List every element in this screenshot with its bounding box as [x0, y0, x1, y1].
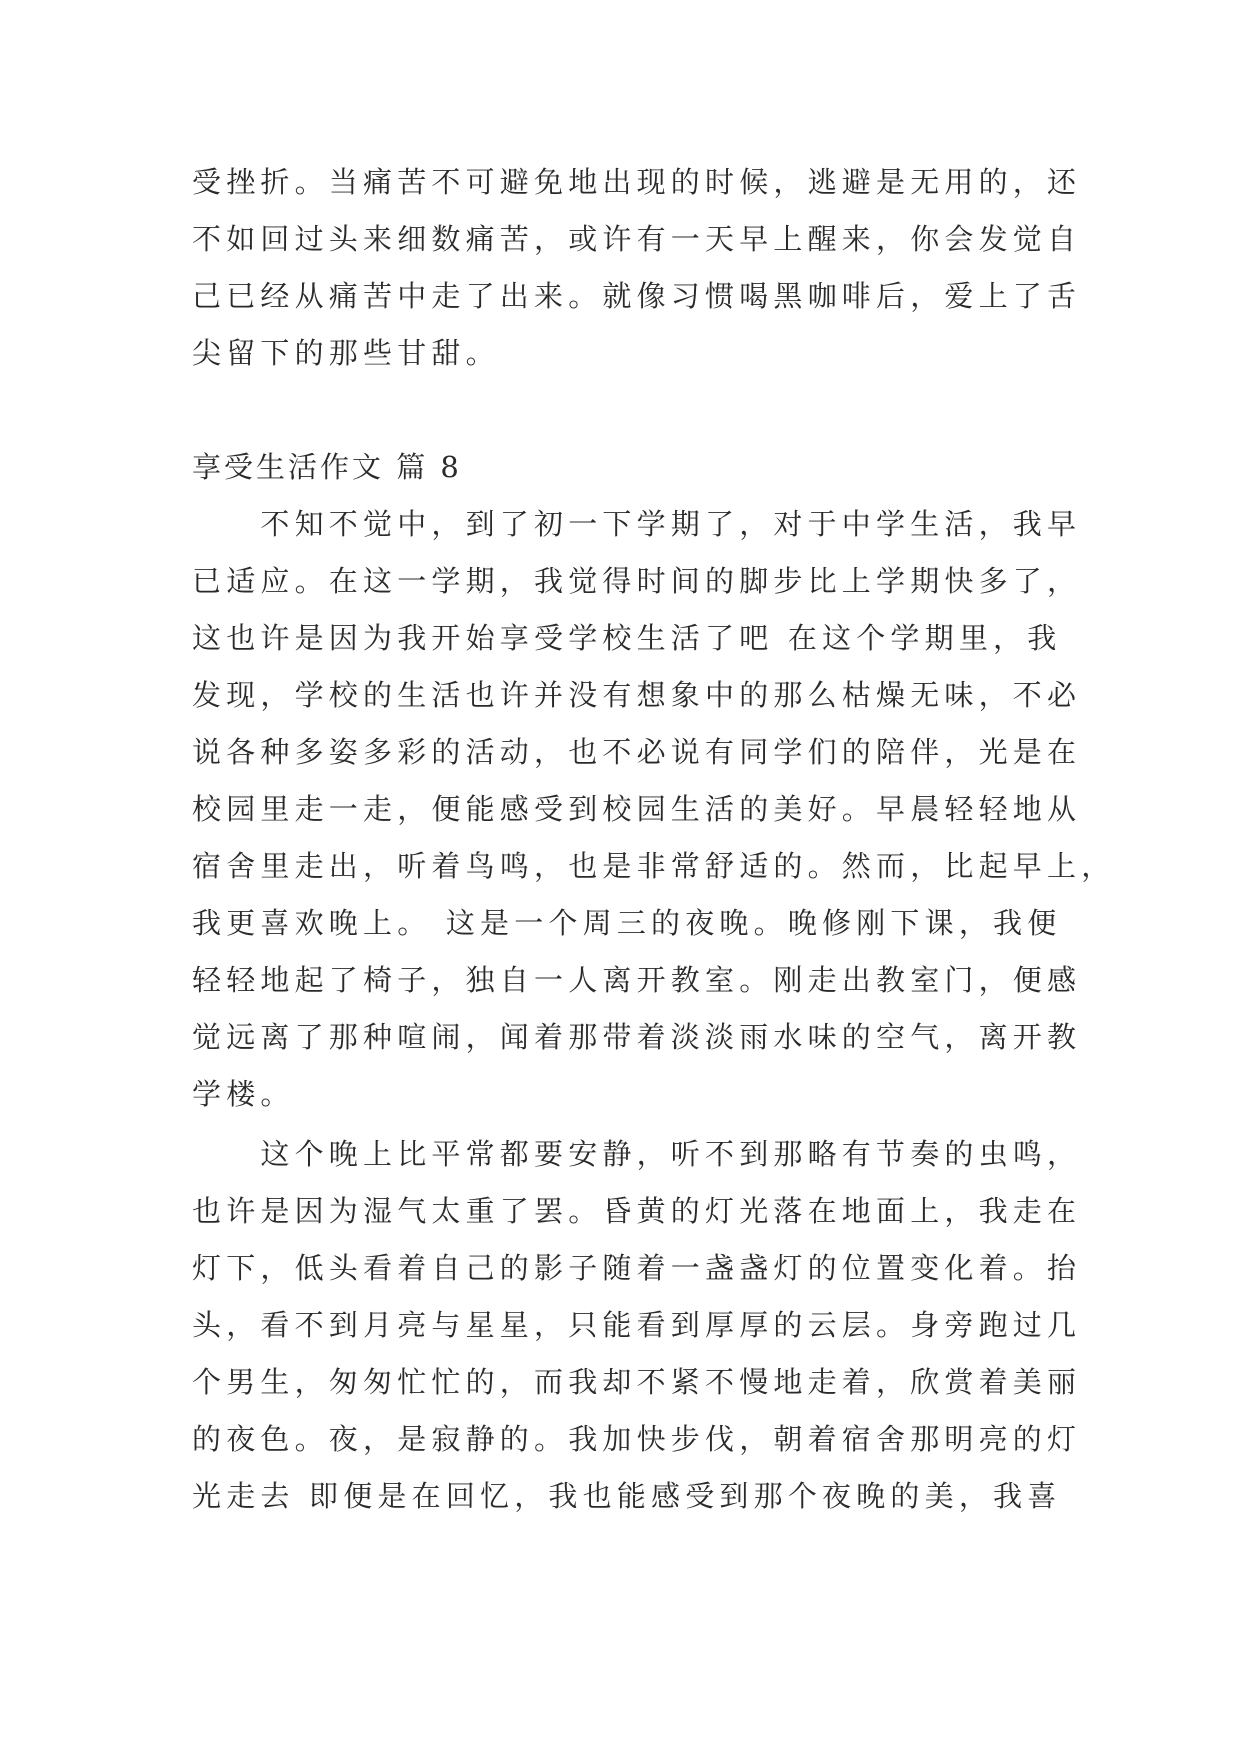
- text-line: 这个晚上比平常都要安静，听不到那略有节奏的虫鸣，: [192, 1137, 1082, 1171]
- text-line: 宿舍里走出，听着鸟鸣，也是非常舒适的。然而，比起早上，: [192, 849, 1116, 883]
- text-line: 发现，学校的生活也许并没有想象中的那么枯燥无味，不必: [192, 678, 1082, 712]
- text-line: 说各种多姿多彩的活动，也不必说有同学们的陪伴，光是在: [192, 735, 1082, 769]
- text-line: 个男生，匆匆忙忙的，而我却不紧不慢地走着，欣赏着美丽: [192, 1365, 1082, 1399]
- text-line: 光走去 即便是在回忆，我也能感受到那个夜晚的美，我喜: [192, 1479, 1062, 1513]
- text-line: 也许是因为湿气太重了罢。昏黄的灯光落在地面上，我走在: [192, 1194, 1082, 1228]
- section-title: 享受生活作文 篇 8: [192, 450, 462, 484]
- text-line: 校园里走一走，便能感受到校园生活的美好。早晨轻轻地从: [192, 792, 1082, 826]
- text-line: 学楼。: [192, 1077, 295, 1111]
- text-line: 不知不觉中，到了初一下学期了，对于中学生活，我早: [192, 507, 1082, 541]
- text-line: 的夜色。夜，是寂静的。我加快步伐，朝着宿舍那明亮的灯: [192, 1422, 1082, 1456]
- text-line: 轻轻地起了椅子，独自一人离开教室。刚走出教室门，便感: [192, 963, 1082, 997]
- paragraph-spacer: [192, 382, 1072, 439]
- text-line: 觉远离了那种喧闹，闻着那带着淡淡雨水味的空气，离开教: [192, 1020, 1082, 1054]
- text-line: 这也许是因为我开始享受学校生活了吧 在这个学期里，我: [192, 621, 1062, 655]
- text-line: 己已经从痛苦中走了出来。就像习惯喝黑咖啡后，爱上了舌: [192, 279, 1082, 313]
- text-line: 尖留下的那些甘甜。: [192, 336, 500, 370]
- text-line: 受挫折。当痛苦不可避免地出现的时候，逃避是无用的，还: [192, 165, 1082, 199]
- text-line: 我更喜欢晚上。 这是一个周三的夜晚。晚修刚下课，我便: [192, 906, 1062, 940]
- paragraph-1: [192, 496, 1116, 1123]
- text-line: 灯下，低头看着自己的影子随着一盏盏灯的位置变化着。抬: [192, 1251, 1082, 1285]
- paragraph-2: [192, 1126, 1082, 1525]
- text-line: 不如回过头来细数痛苦，或许有一天早上醒来，你会发觉自: [192, 222, 1082, 256]
- intro-paragraph: [192, 154, 1082, 382]
- document-body: [192, 154, 1116, 1525]
- text-line: 已适应。在这一学期，我觉得时间的脚步比上学期快多了，: [192, 564, 1082, 598]
- text-line: 头，看不到月亮与星星，只能看到厚厚的云层。身旁跑过几: [192, 1308, 1082, 1342]
